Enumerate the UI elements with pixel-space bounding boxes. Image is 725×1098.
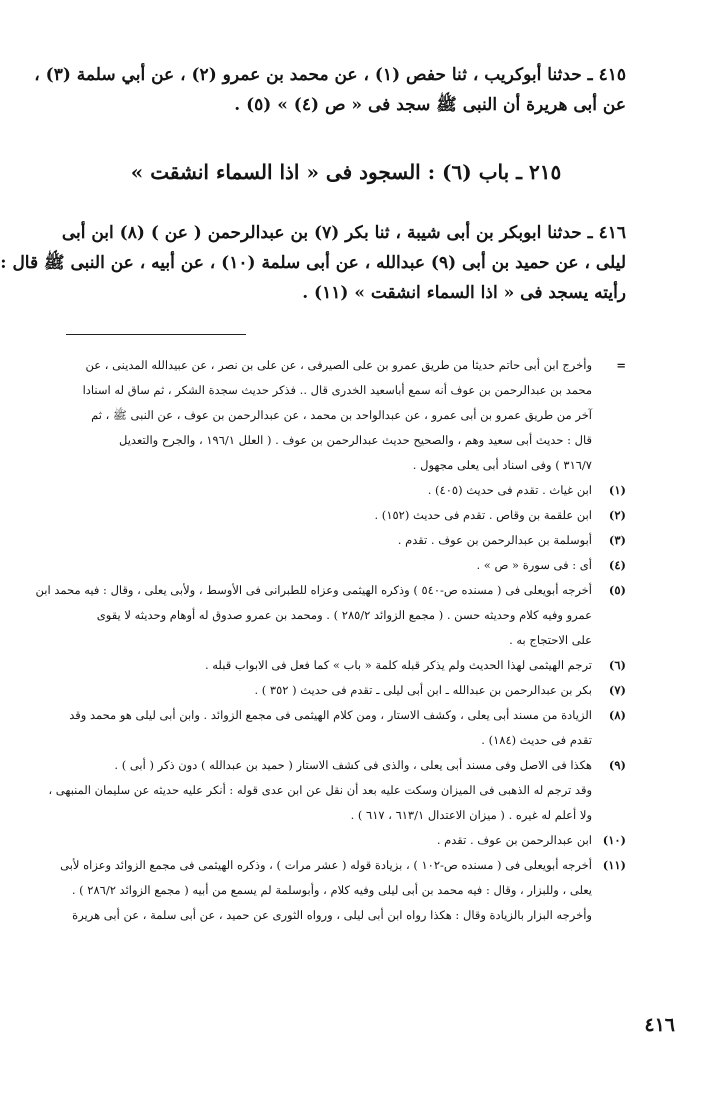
- footnote-number: (٩): [608, 758, 626, 772]
- hadith-416: [0, 218, 626, 308]
- footnote: [66, 678, 626, 703]
- footnote-text: [66, 678, 592, 703]
- footnote-number: (١): [608, 483, 626, 497]
- footnote-number: (٦): [608, 658, 626, 672]
- footnote-line: آخر من طريق عمرو بن أبى عمرو ، عن عبدالواحد بن محمد ، عن عبدالرحمن بن عوف ، عن النبى ﷺ ، ثم: [91, 408, 592, 422]
- footnote-number: (٥): [608, 583, 626, 597]
- page-number: ٤١٦: [644, 1014, 675, 1036]
- footnote: [66, 553, 626, 578]
- footnote-line: عمرو وفيه كلام وحديثه حسن . ( مجمع الزوائد ٢٨٥/٢ ) . ومحمد بن عمرو صدوق له أوهام وحديثه لا يقوى: [96, 608, 592, 622]
- hadith-415-line-1: ٤١٥ ـ حدثنا أبوكريب ، ثنا حفص (١) ، عن محمد بن عمرو (٢) ، عن أبي سلمة (٣) ،: [34, 65, 626, 85]
- footnote: [66, 828, 626, 853]
- footnote-text: [66, 828, 592, 853]
- footnote: [66, 478, 626, 503]
- footnote-number: (٤): [608, 558, 626, 572]
- footnote: [66, 653, 626, 678]
- footnote-divider: [66, 334, 246, 335]
- footnote-line: ابن عبدالرحمن بن عوف . تقدم .: [436, 833, 592, 847]
- footnote-text: [66, 553, 592, 578]
- footnote-text: [66, 703, 592, 753]
- footnote-line: ٣١٦/٧ ) وفى اسناد أبى يعلى مجهول .: [412, 458, 592, 472]
- hadith-416-line-3: رأيته يسجد فى « اذا السماء انشقت » (١١) .: [302, 283, 626, 303]
- footnote-text: [66, 653, 592, 678]
- footnote-number: (٨): [608, 708, 626, 722]
- footnote-number: (٧): [608, 683, 626, 697]
- footnotes: [35, 353, 626, 928]
- footnote-line: أخرجه أبويعلى فى ( مسنده ص-٥٤٠ ) وذكره الهيثمى وعزاه للطبرانى فى الأوسط ، ولأبى يعلى ، وقال : فيه محمد ابن: [35, 583, 592, 597]
- footnote-number: (١٠): [602, 833, 626, 847]
- footnote-text: [66, 478, 592, 503]
- footnote-text: [66, 503, 592, 528]
- footnote-line: ترجم الهيثمى لهذا الحديث ولم يذكر قبله كلمة « باب » كما فعل فى الابواب قبله .: [204, 658, 592, 672]
- hadith-416-line-1: ٤١٦ ـ حدثنا ابوبكر بن أبى شيبة ، ثنا بكر (٧) بن عبدالرحمن ( عن ) (٨) ابن أبى: [61, 223, 626, 243]
- footnote-line: محمد بن عبدالرحمن بن عوف أنه سمع أباسعيد الخدرى قال .. فذكر حديث سجدة الشكر ، ثم ساق له اسنادا: [82, 383, 592, 397]
- footnote-number: (٣): [608, 533, 626, 547]
- footnote-number: (١١): [602, 858, 626, 872]
- footnote-text: [66, 353, 592, 478]
- page-content: [0, 60, 626, 928]
- footnote-line: أخرجه أبويعلى فى ( مسنده ص-١٠٢ ) ، بزيادة قوله ( عشر مرات ) ، وذكره الهيثمى فى مجمع الزوائد وعزاه لأبى: [60, 858, 592, 872]
- footnote-line: وأخرج ابن أبى حاتم حديثا من طريق عمرو بن على الصيرفى ، عن على بن نصر ، عن عبيدالله المدينى ، عن: [85, 358, 592, 372]
- footnote-line: وقد ترجم له الذهبى فى الميزان وسكت عليه بعد أن نقل عن ابن عدى قوله : أنكر عليه حديثه عن سليمان المنبهى ،: [48, 783, 592, 797]
- footnote: [66, 353, 626, 478]
- footnote-text: [60, 853, 592, 928]
- hadith-415: [34, 60, 626, 120]
- footnote-line: على الاحتجاج به .: [509, 633, 592, 647]
- footnote: [66, 528, 626, 553]
- footnote-line: أى : فى سورة « ص » .: [476, 558, 592, 572]
- footnote: [35, 578, 626, 653]
- footnote-line: ابن علقمة بن وقاص . تقدم فى حديث (١٥٢) .: [374, 508, 592, 522]
- footnote-line: ولا أعلم له غيره . ( ميزان الاعتدال ٦١٣/١ ، ٦١٧ ) .: [350, 808, 592, 822]
- footnote-number: =: [616, 358, 626, 372]
- hadith-415-line-2: عن أبى هريرة أن النبى ﷺ سجد فى « ص (٤) » (٥) .: [234, 95, 626, 115]
- footnote: [66, 503, 626, 528]
- footnote-text: [36, 578, 592, 653]
- footnote-text: [48, 753, 592, 828]
- chapter-heading: ٢١٥ ـ باب (٦) : السجود فى « اذا السماء انشقت »: [130, 160, 562, 184]
- footnote-line: الزيادة من مسند أبى يعلى ، وكشف الاستار ، ومن كلام الهيثمى فى مجمع الزوائد . وابن أبى ليلى هو محمد وقد: [69, 708, 592, 722]
- footnote-line: وأخرجه البزار بالزيادة وقال : هكذا رواه ابن أبى ليلى ، ورواه الثورى عن حميد ، عن أبى سلمة ، عن أبى هريرة: [72, 908, 592, 922]
- footnote-line: بكر بن عبدالرحمن بن عبدالله ـ ابن أبى ليلى ـ تقدم فى حديث ( ٣٥٢ ) .: [254, 683, 592, 697]
- footnote: [48, 753, 626, 828]
- footnote-line: يعلى ، وللبزار ، وقال : فيه محمد بن أبى ليلى وفيه كلام ، وأبوسلمة لم يسمع من أبيه ( مجمع الزوائد ٢٨٦/٢ ) .: [71, 883, 592, 897]
- footnote-line: ابن غياث . تقدم فى حديث (٤٠٥) .: [427, 483, 592, 497]
- footnote-line: تقدم فى حديث (١٨٤) .: [481, 733, 592, 747]
- footnote-line: أبوسلمة بن عبدالرحمن بن عوف . تقدم .: [397, 533, 592, 547]
- footnote-text: [66, 528, 592, 553]
- hadith-416-line-2: ليلى ، عن حميد بن أبى (٩) عبدالله ، عن أبى سلمة (١٠) ، عن أبيه ، عن النبى ﷺ قال :: [0, 253, 626, 273]
- footnote-line: هكذا فى الاصل وفى مسند أبى يعلى ، والذى فى كشف الاستار ( حميد بن عبدالله ) دون ذكر ( أبى ) .: [114, 758, 592, 772]
- footnote: [66, 703, 626, 753]
- footnote: [60, 853, 626, 928]
- footnote-line: قال : حديث أبى سعيد وهم ، والصحيح حديث عبدالرحمن بن عوف . ( العلل ١٩٦/١ ، والجرح والتعديل: [119, 433, 592, 447]
- footnote-number: (٢): [608, 508, 626, 522]
